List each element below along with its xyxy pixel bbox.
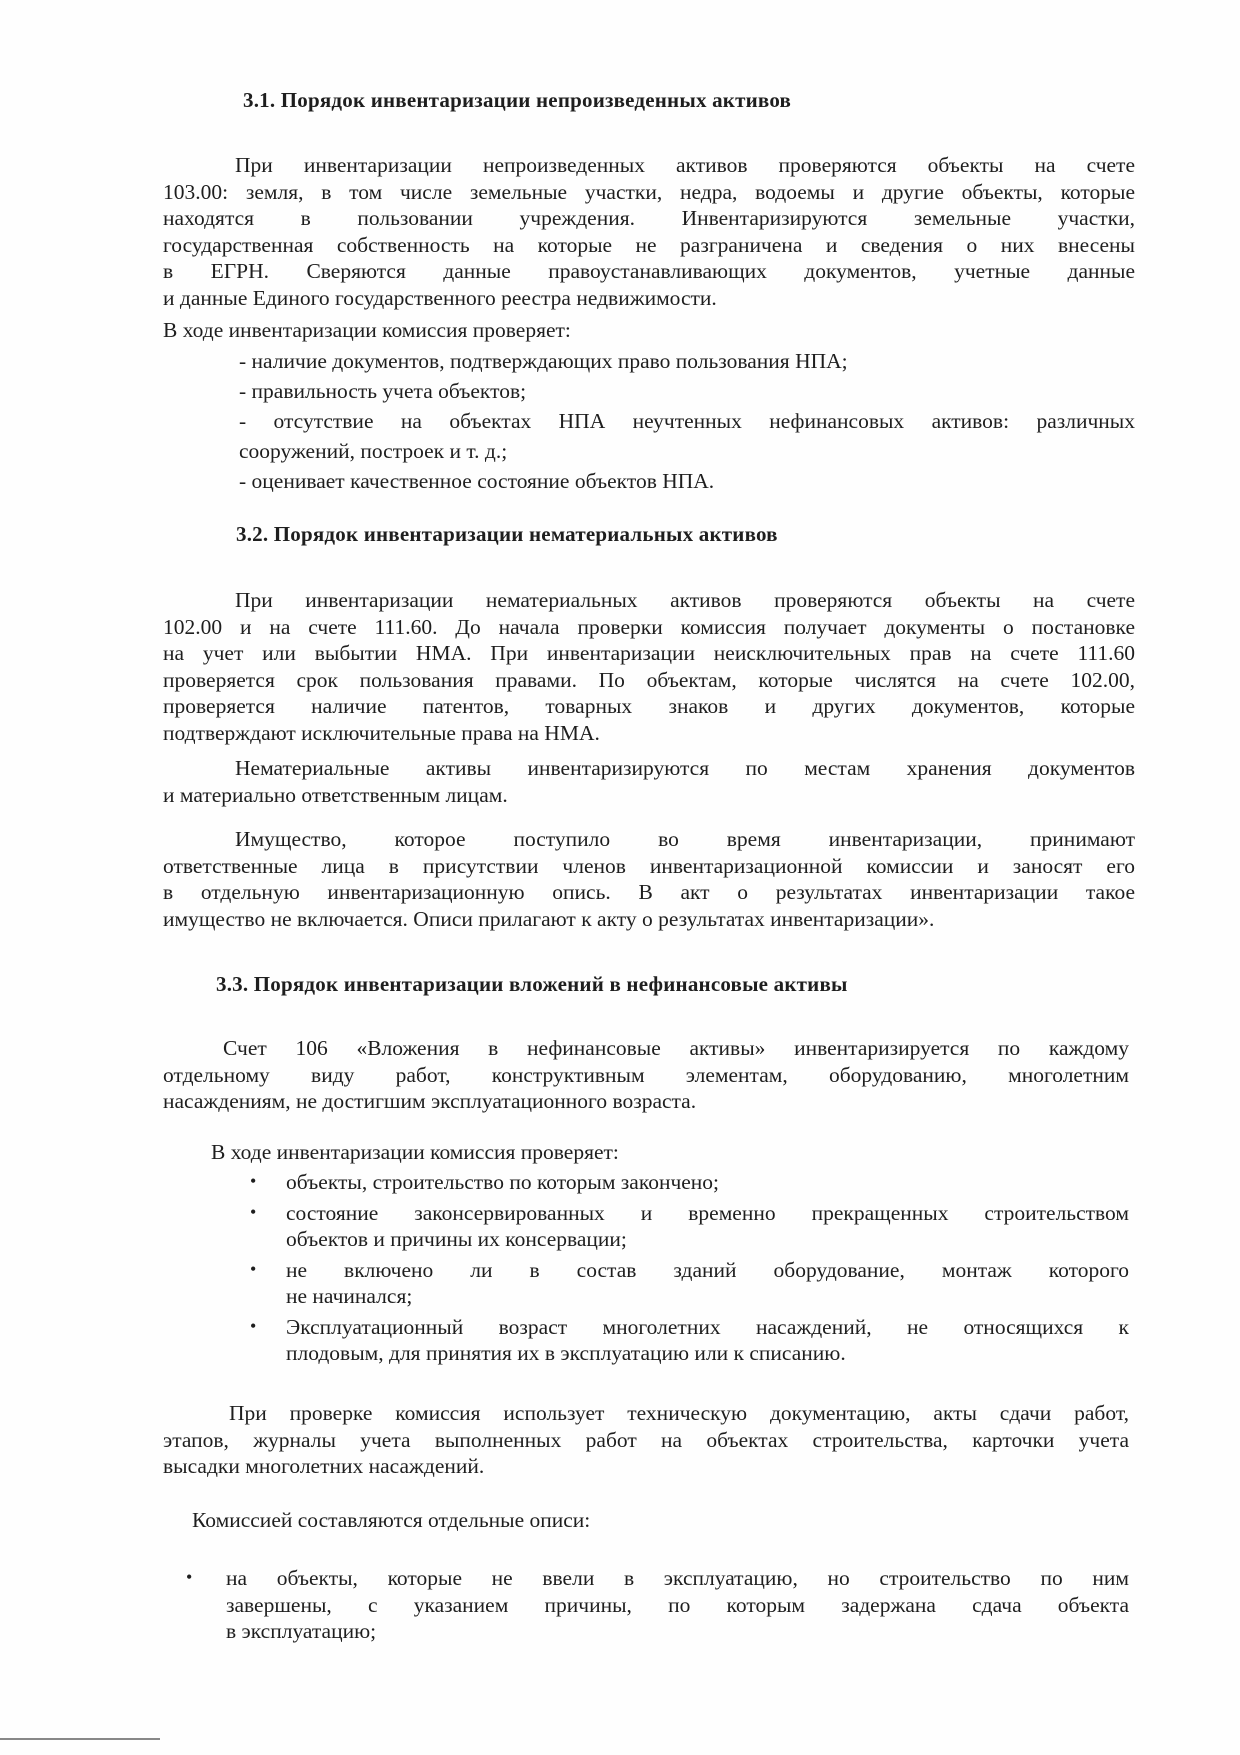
bullet-icon: • <box>250 1258 257 1279</box>
section-3-3-paragraph-1 <box>163 1035 1129 1115</box>
text-line: Имущество, которое поступило во время инвентаризации, принимают <box>235 827 1135 851</box>
checks-intro: В ходе инвентаризации комиссия проверяет: <box>163 318 571 342</box>
text-line: в отдельную инвентаризационную опись. В акт о результатах инвентаризации такое <box>163 880 1135 904</box>
text-line: проверяется срок пользования правами. По объектам, которые числятся на счете 102.00, <box>163 667 1135 692</box>
text-line: в ЕГРН. Сверяются данные правоустанавливающих документов, учетные данные <box>163 259 1135 283</box>
checks-intro: В ходе инвентаризации комиссия проверяет: <box>211 1140 619 1164</box>
text-line: высадки многолетних насаждений. <box>163 1454 485 1478</box>
section-3-2-paragraph-3 <box>163 826 1135 932</box>
text-line: проверяется наличие патентов, товарных знаков и других документов, которые <box>163 694 1135 718</box>
section-3-3-heading: 3.3. Порядок инвентаризации вложений в нефинансовые активы <box>216 972 848 996</box>
list-item <box>186 1565 1129 1645</box>
section-3-2-paragraph-2 <box>163 755 1135 808</box>
list-item: - отсутствие на объектах НПА неучтенных нефинансовых активов: различных <box>239 409 1135 433</box>
text-line: подтверждают исключительные права на НМА. <box>163 720 600 745</box>
section-3-2-heading: 3.2. Порядок инвентаризации нематериальных активов <box>236 522 778 546</box>
bullet-icon: • <box>186 1567 193 1587</box>
list-item-text: завершены, с указанием причины, по которым задержана сдача объекта <box>226 1592 1129 1617</box>
list-item-text: Эксплуатационный возраст многолетних насаждений, не относящихся к <box>286 1314 1129 1339</box>
text-line: Нематериальные активы инвентаризируются по местам хранения документов <box>235 756 1135 780</box>
text-line: и данные Единого государственного реестра недвижимости. <box>163 285 717 310</box>
section-3-3-paragraph-2 <box>163 1400 1129 1480</box>
text-line: При инвентаризации нематериальных активов проверяются объекты на счете <box>235 588 1135 612</box>
list-item <box>250 1169 1129 1196</box>
list-item-text: плодовым, для принятия их в эксплуатацию или к списанию. <box>286 1341 846 1365</box>
bullet-icon: • <box>250 1315 257 1336</box>
bullet-icon: • <box>250 1171 257 1191</box>
list-item: - наличие документов, подтверждающих право пользования НПА; <box>239 349 848 373</box>
text-line: ответственные лица в присутствии членов инвентаризационной комиссии и заносят его <box>163 853 1135 878</box>
list-item <box>250 1314 1129 1367</box>
list-item: - оценивает качественное состояние объектов НПА. <box>239 469 715 493</box>
section-3-1-heading: 3.1. Порядок инвентаризации непроизведенных активов <box>243 88 792 112</box>
text-line: на учет или выбытии НМА. При инвентаризации неисключительных прав на счете 111.60 <box>163 641 1135 665</box>
list-item-text: на объекты, которые не ввели в эксплуатацию, но строительство по ним <box>226 1566 1129 1590</box>
list-item-text: состояние законсервированных и временно прекращенных строительством <box>286 1200 1129 1225</box>
text-line: 103.00: земля, в том числе земельные участки, недра, водоемы и другие объекты, которые <box>163 179 1135 204</box>
section-3-1-checks <box>239 346 1135 496</box>
scan-artifact-line <box>0 1738 160 1740</box>
text-line: 102.00 и на счете 111.60. До начала проверки комиссия получает документы о постановке <box>163 614 1135 639</box>
list-item-continuation: сооружений, построек и т. д.; <box>239 439 508 463</box>
text-line: отдельному виду работ, конструктивным элементам, оборудованию, многолетним <box>163 1062 1129 1087</box>
list-item-text: объекты, строительство по которым закончено; <box>286 1170 720 1194</box>
text-line: находятся в пользовании учреждения. Инвентаризируются земельные участки, <box>163 206 1135 230</box>
text-line: этапов, журналы учета выполненных работ на объектах строительства, карточки учета <box>163 1427 1129 1452</box>
text-line: Счет 106 «Вложения в нефинансовые активы» инвентаризируется по каждому <box>223 1036 1129 1060</box>
text-line: насаждениям, не достигшим эксплуатационного возраста. <box>163 1089 697 1113</box>
bullet-icon: • <box>250 1201 257 1222</box>
inventories-intro: Комиссией составляются отдельные описи: <box>192 1508 591 1532</box>
list-item-text: не включено ли в состав зданий оборудование, монтаж которого <box>286 1257 1129 1282</box>
section-3-3-checks <box>250 1169 1129 1367</box>
text-line: При проверке комиссия использует техническую документацию, акты сдачи работ, <box>229 1401 1129 1425</box>
list-item <box>250 1200 1129 1253</box>
list-item <box>250 1257 1129 1310</box>
list-item: - правильность учета объектов; <box>239 379 527 403</box>
section-3-3-inventories <box>186 1565 1129 1645</box>
section-3-2-paragraph-1 <box>163 587 1135 746</box>
text-line: При инвентаризации непроизведенных активов проверяются объекты на счете <box>235 153 1135 177</box>
list-item-text: не начинался; <box>286 1284 413 1308</box>
list-item-text: объектов и причины их консервации; <box>286 1227 627 1251</box>
section-3-1-paragraph <box>163 152 1135 311</box>
text-line: имущество не включается. Описи прилагают к акту о результатах инвентаризации». <box>163 906 935 931</box>
text-line: государственная собственность на которые не разграничена и сведения о них внесены <box>163 232 1135 257</box>
text-line: и материально ответственным лицам. <box>163 782 508 807</box>
list-item-text: в эксплуатацию; <box>226 1619 377 1643</box>
